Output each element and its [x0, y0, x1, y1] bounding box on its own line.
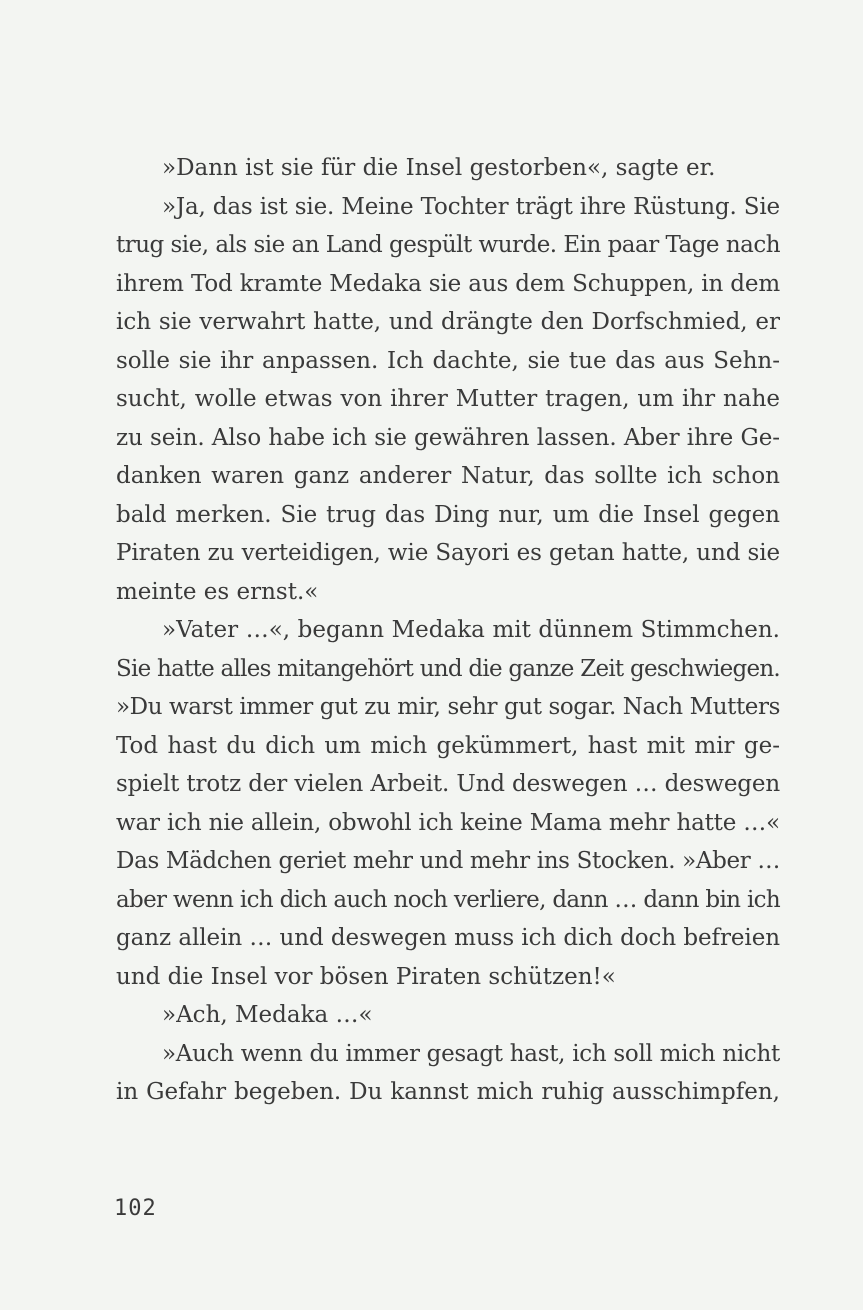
text-line: bald merken. Sie trug das Ding nur, um die Insel gegen	[116, 501, 780, 528]
text-line: ganz allein … und deswegen muss ich dich doch befreien	[116, 925, 780, 951]
text-line: aber wenn ich dich auch noch verliere, dann … dann bin ich	[116, 886, 780, 913]
text-line: Tod hast du dich um mich gekümmert, hast mit mir ge-	[116, 732, 780, 759]
text-line: trug sie, als sie an Land gespült wurde. Ein paar Tage nach	[116, 232, 780, 258]
text-line: sucht, wolle etwas von ihrer Mutter tragen, um ihr nahe	[116, 386, 780, 412]
text-line: »Auch wenn du immer gesagt hast, ich soll mich nicht	[162, 1040, 780, 1067]
text-line: »Dann ist sie für die Insel gestorben«, sagte er.	[162, 155, 716, 181]
text-line: danken waren ganz anderer Natur, das sollte ich schon	[116, 463, 780, 489]
text-line: »Du warst immer gut zu mir, sehr gut sogar. Nach Mutters	[116, 694, 781, 720]
page-number: 102	[114, 1196, 157, 1221]
text-line: spielt trotz der vielen Arbeit. Und deswegen … deswegen	[116, 771, 781, 797]
text-line: Piraten zu verteidigen, wie Sayori es getan hatte, und sie	[116, 540, 780, 566]
text-line: Sie hatte alles mitangehört und die ganze Zeit geschwiegen.	[116, 655, 780, 682]
text-line: in Gefahr begeben. Du kannst mich ruhig ausschimpfen,	[116, 1079, 780, 1105]
body-text	[116, 149, 780, 1112]
text-line: ihrem Tod kramte Medaka sie aus dem Schuppen, in dem	[116, 270, 780, 297]
text-line: war ich nie allein, obwohl ich keine Mama mehr hatte …«	[116, 809, 780, 836]
text-line: zu sein. Also habe ich sie gewähren lassen. Aber ihre Ge-	[116, 424, 781, 451]
text-line: »Ach, Medaka …«	[162, 1002, 373, 1028]
text-line: ich sie verwahrt hatte, und drängte den Dorfschmied, er	[116, 309, 780, 335]
text-line: und die Insel vor bösen Piraten schützen!«	[116, 963, 616, 990]
text-line: Das Mädchen geriet mehr und mehr ins Stocken. »Aber …	[116, 848, 780, 874]
text-line: solle sie ihr anpassen. Ich dachte, sie tue das aus Sehn-	[116, 347, 780, 374]
text-line: meinte es ernst.«	[116, 578, 319, 605]
text-line: »Ja, das ist sie. Meine Tochter trägt ihre Rüstung. Sie	[162, 193, 780, 220]
text-line: »Vater …«, begann Medaka mit dünnem Stimmchen.	[162, 617, 780, 643]
